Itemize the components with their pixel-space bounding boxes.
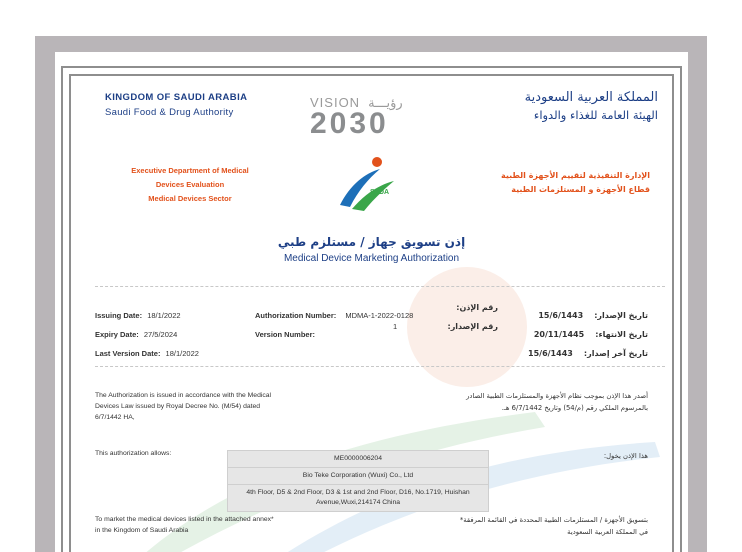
version-number-label: Version Number: [255,330,316,339]
expiry-date-row [95,322,177,341]
auth-number-value: MDMA-1-2022-0128 [345,311,414,320]
authority-name-en: Saudi Food & Drug Authority [105,107,234,118]
sfda-logo-icon [330,155,410,215]
vision-word: VISION [310,95,361,110]
establishment-code: ME0000006204 [228,451,488,468]
last-issue-ar-label: تاريخ آخر إصدار: [583,349,648,358]
version-number-row [255,322,315,341]
department-ar-line: الإدارة التنفيذية لتقييم الأجهزة الطبية [501,171,650,180]
version-number-ar: رقم الإصدار: [447,322,498,331]
market-text-en [95,514,274,536]
market-text-en-line: in the Kingdom of Saudi Arabia [95,527,189,534]
expiry-date-label: Expiry Date: [95,330,139,339]
market-text-ar-line: بتسويق الأجهزة / المستلزمات الطبية المحددة في القائمة المرفقة* [459,516,648,524]
kingdom-name-ar: المملكة العربية السعودية [524,90,658,105]
department-ar [430,169,650,197]
issue-date-ar-value: 15/6/1443 [538,311,584,320]
expiry-date-value: 27/5/2024 [143,330,178,339]
frame-right-outer [680,66,682,552]
auth-number-ar: رقم الإذن: [456,303,498,312]
company-address-line: Avenue,Wuxi,214174 China [315,499,400,506]
sfda-logo [330,155,410,215]
last-issue-ar-row [528,341,648,360]
vision-2030-logo [310,92,430,139]
vision-year: 2030 [310,107,389,140]
title-en: Medical Device Marketing Authorization [283,253,460,264]
law-text-ar-line: بالمرسوم الملكي رقم (م/54) وتاريخ 6/7/1442 هـ. [501,404,648,412]
department-ar-line: قطاع الأجهزة و المستلزمات الطبية [511,185,650,194]
last-version-row [95,341,199,360]
issuing-date-value: 18/1/2022 [147,311,181,320]
company-address [228,485,488,511]
document-page [55,52,688,552]
divider [95,286,665,287]
market-text-en-line: To market the medical devices listed in the attached annex* [95,516,274,523]
issue-date-ar-row [538,303,648,322]
version-number-value: 1 [393,322,398,331]
expiry-date-ar-value: 20/11/1445 [533,330,585,339]
department-en-line: Devices Evaluation [155,180,225,189]
market-text-ar-line: في المملكة العربية السعودية [567,528,648,536]
last-version-value: 18/1/2022 [165,349,199,358]
allows-label-en: This authorization allows: [95,450,172,457]
issuing-date-row [95,303,181,322]
issuing-date-label: Issuing Date: [95,311,143,320]
law-text-en [95,390,335,423]
frame-top-outer [61,66,682,68]
company-address-line: 4th Floor, D5 & 2nd Floor, D3 & 1st and 2nd Floor, D16, No.1719, Huishan [246,489,470,496]
expiry-date-ar-label: تاريخ الانتهاء: [595,330,648,339]
last-version-label: Last Version Date: [95,349,161,358]
title-ar: إذن تسويق جهاز / مستلزم طبي [277,235,466,249]
frame-left-inner [69,74,71,552]
frame-left-outer [61,66,63,552]
allows-label-ar: هذا الإذن يخول: [603,452,648,460]
law-text-ar [408,390,648,414]
law-text-en-line: Devices Law issued by Royal Decree No. (M/54) dated [95,403,261,410]
licensee-table [227,450,489,512]
sfda-logo-text: SFDA [370,189,390,196]
frame-right-inner [672,74,674,552]
frame-top-inner [69,74,674,76]
company-name: Bio Teke Corporation (Wuxi) Co., Ltd [228,468,488,485]
department-en [95,164,285,206]
law-text-en-line: The Authorization is issued in accordance with the Medical [95,392,272,399]
market-text-ar [460,514,648,538]
auth-number-row [255,303,413,322]
last-issue-ar-value: 15/6/1443 [528,349,573,358]
department-en-line: Executive Department of Medical [131,166,249,175]
divider [95,366,665,367]
expiry-date-ar-row [534,322,648,341]
department-en-line: Medical Devices Sector [148,194,232,203]
vision-word-ar: رؤيـــة [368,96,403,111]
issue-date-ar-label: تاريخ الإصدار: [594,311,648,320]
authority-name-ar: الهيئة العامة للغذاء والدواء [533,108,658,122]
law-text-ar-line: أصدر هذا الإذن بموجب نظام الأجهزة والمستلزمات الطبية الصادر [466,392,648,400]
kingdom-name-en: KINGDOM OF SAUDI ARABIA [105,92,248,103]
law-text-en-line: 6/7/1442 HA, [95,414,135,421]
auth-number-label: Authorization Number: [255,311,337,320]
